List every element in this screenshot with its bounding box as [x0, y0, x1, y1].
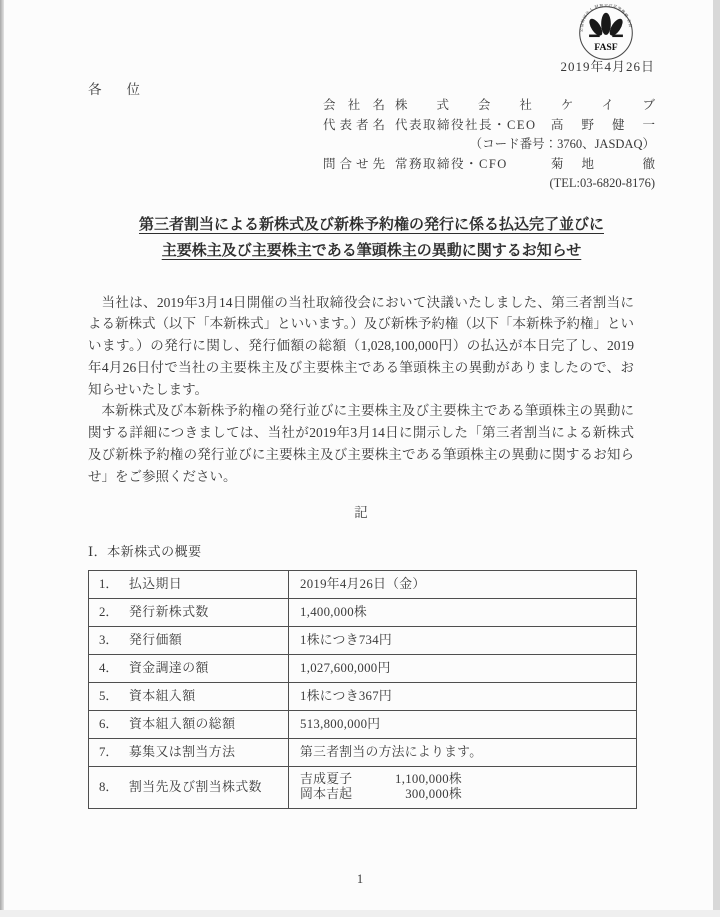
company-name-label: 会社名	[323, 98, 385, 112]
row-value: 1株につき734円	[289, 626, 637, 654]
row-label-cell	[89, 654, 289, 682]
company-name-line	[323, 96, 655, 116]
body-line: せ」をご参照ください。	[88, 468, 237, 484]
row-label-cell	[89, 710, 289, 738]
page-number: 1	[356, 872, 364, 886]
overview-table-body	[89, 570, 637, 808]
company-info-block	[323, 96, 655, 194]
allottee-shares: 1,100,000株	[395, 771, 462, 786]
stock-code-line	[323, 135, 655, 155]
document-content	[88, 0, 655, 809]
release-date: 2019年4月26日	[560, 59, 655, 74]
body-line: 本新株式及び本新株予約権の発行並びに主要株主及び主要株主である筆頭株主の異動に	[101, 403, 634, 419]
body-line: 関する詳細につきましては、当社が2019年3月14日に開示した「第三者割当による新株式	[88, 425, 634, 441]
stock-code: （コード番号：3760、JASDAQ）	[469, 137, 655, 151]
seal-ring-text: 公益財団法人 財務会計基準機構 会員	[579, 4, 633, 33]
allottee-row	[300, 772, 628, 788]
section-heading: Ⅰ．本新株式の概要	[88, 543, 202, 559]
contact-name: 菊地 徹	[551, 156, 655, 171]
document-title-line2: 主要株主及び主要株主である筆頭株主の異動に関するお知らせ	[161, 242, 582, 259]
row-label-cell	[89, 598, 289, 626]
company-name: 株式会社ケイブ	[395, 98, 655, 112]
body-line: 及び新株予約権の発行並びに主要株主及び主要株主である筆頭株主の異動に関するお知ら	[88, 447, 634, 463]
row-number: 8．	[99, 779, 119, 794]
row-label: 割当先及び割当株式数	[129, 779, 262, 794]
table-row	[89, 626, 637, 654]
row-label-cell	[89, 766, 289, 808]
table-row	[89, 682, 637, 710]
row-value: 513,800,000円	[289, 710, 637, 738]
scan-edge-bottom	[0, 910, 720, 917]
row-value-cell	[289, 766, 637, 808]
scan-edge-right	[713, 0, 720, 917]
row-label: 発行価額	[129, 632, 183, 647]
contact-label: 問合せ先	[323, 156, 385, 171]
body-line: よる新株式（以下「本新株式」といいます。）及び新株予約権（以下「本新株予約権」とい	[88, 316, 634, 332]
tel-number: (TEL:03-6820-8176)	[549, 176, 655, 190]
row-label-cell	[89, 570, 289, 598]
row-number: 3．	[99, 632, 119, 647]
body-line: います。）の発行に関し、発行価額の総額（1,028,100,000円）の払込が本日完了し、2019	[88, 338, 634, 354]
row-number: 1．	[99, 576, 119, 591]
row-number: 5．	[99, 688, 119, 703]
overview-table	[88, 570, 637, 809]
body-line: 知らせいたします。	[88, 381, 209, 397]
row-number: 2．	[99, 604, 119, 619]
document-title-line1: 第三者割当による新株式及び新株予約権の発行に係る払込完了並びに	[138, 216, 604, 233]
table-row	[89, 570, 637, 598]
representative-label: 代表者名	[323, 117, 385, 132]
row-label: 資金調達の額	[129, 660, 209, 675]
table-row	[89, 654, 637, 682]
row-label: 募集又は割当方法	[129, 744, 236, 759]
fasf-wordmark: FASF	[594, 41, 618, 53]
representative-title: 代表取締役社長・CEO	[395, 117, 537, 132]
body-paragraphs	[88, 292, 634, 488]
scan-edge-left	[0, 0, 4, 917]
row-value: 1,027,600,000円	[289, 654, 637, 682]
row-value: 第三者割当の方法によります。	[289, 738, 637, 766]
representative-name: 高野健一	[551, 117, 655, 132]
row-label: 資本組入額の総額	[129, 716, 236, 731]
table-row	[89, 710, 637, 738]
contact-title: 常務取締役・CFO	[395, 156, 508, 171]
table-row	[89, 738, 637, 766]
row-label-cell	[89, 626, 289, 654]
row-value: 2019年4月26日（金）	[289, 570, 637, 598]
row-number: 6．	[99, 716, 119, 731]
row-value: 1,400,000株	[289, 598, 637, 626]
document-title	[88, 212, 655, 264]
row-number: 4．	[99, 660, 119, 675]
row-label: 払込期日	[129, 576, 183, 591]
allottee-name: 吉成夏子	[300, 771, 353, 786]
allottee-shares: 300,000株	[405, 787, 462, 802]
row-label: 資本組入額	[129, 688, 196, 703]
tel-line	[323, 174, 655, 194]
row-label-cell	[89, 738, 289, 766]
representative-line	[323, 116, 655, 136]
table-row	[89, 598, 637, 626]
body-line: 年4月26日付で当社の主要株主及び主要株主である筆頭株主の異動がありましたので、お	[88, 359, 634, 375]
contact-line	[323, 155, 655, 175]
recipient-line: 各位	[88, 82, 140, 97]
allottee-name: 岡本吉起	[300, 787, 353, 802]
row-value: 1株につき367円	[289, 682, 637, 710]
allottee-row	[300, 787, 628, 803]
table-row	[89, 766, 637, 808]
body-line: 当社は、2019年3月14日開催の当社取締役会において決議いたしました、第三者割当に	[101, 294, 634, 310]
row-label-cell	[89, 682, 289, 710]
note-mark: 記	[354, 504, 368, 520]
row-label: 発行新株式数	[129, 604, 209, 619]
row-number: 7．	[99, 744, 119, 759]
